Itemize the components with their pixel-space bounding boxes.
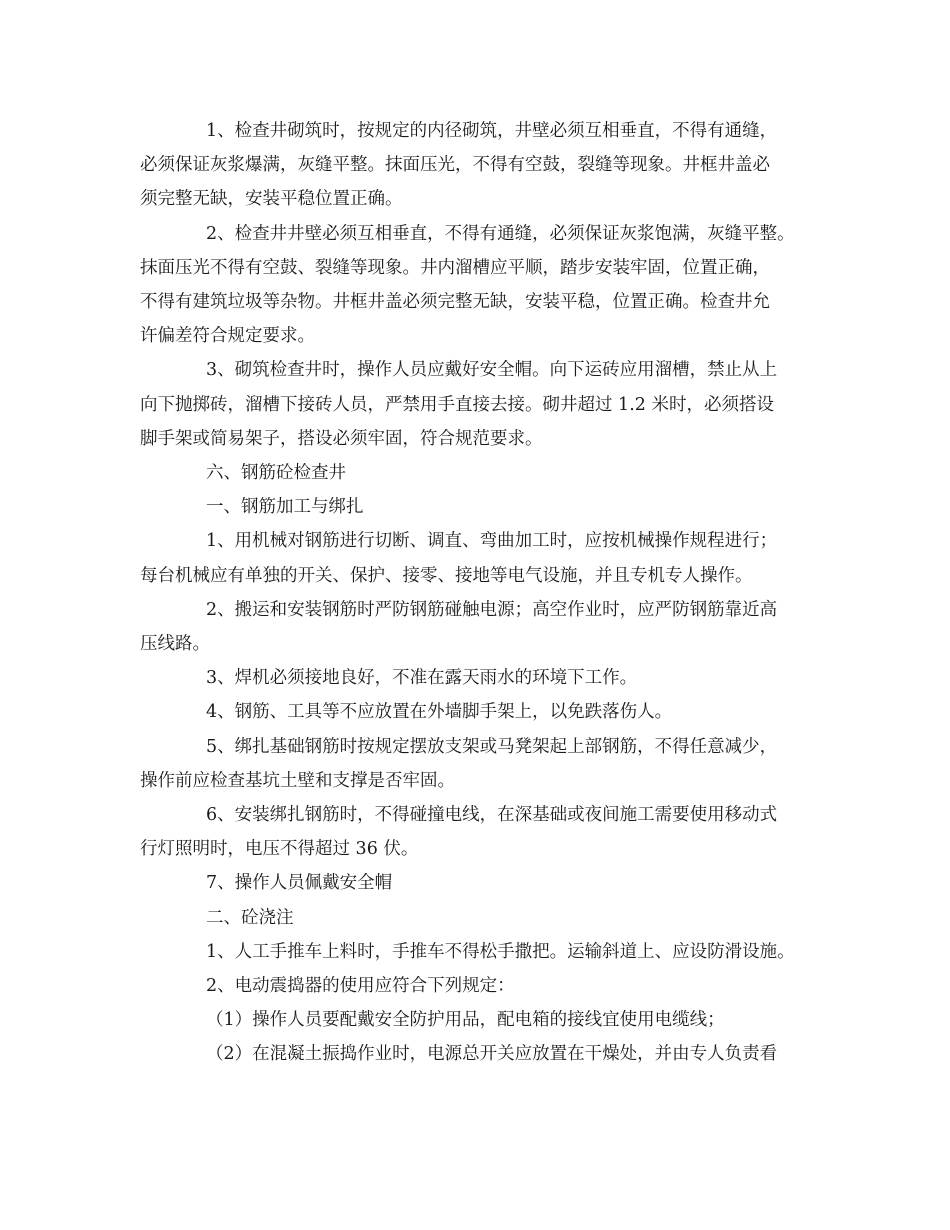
subsection-heading: 二、砼浇注 <box>206 907 294 928</box>
paragraph-line: 1、用机械对钢筋进行切断、调直、弯曲加工时，应按机械操作规程进行； <box>206 531 778 552</box>
paragraph-line: 4、钢筋、工具等不应放置在外墙脚手架上，以免跌落伤人。 <box>206 702 673 723</box>
list-item: （1）操作人员要配戴安全防护用品，配电箱的接线宜使用电缆线； <box>206 1010 725 1031</box>
list-item: （2）在混凝土振捣作业时，电源总开关应放置在干燥处，并由专人负责看 <box>206 1044 778 1065</box>
paragraph-line: 操作前应检查基坑土壁和支撑是否牢固。 <box>140 770 455 791</box>
paragraph-line: 脚手架或简易架子，搭设必须牢固，符合规范要求。 <box>140 428 543 449</box>
section-heading: 六、钢筋砼检查井 <box>206 463 346 484</box>
paragraph-line: 3、砌筑检查井时，操作人员应戴好安全帽。向下运砖应用溜槽，禁止从上 <box>206 360 778 381</box>
paragraph-line: 5、绑扎基础钢筋时按规定摆放支架或马凳架起上部钢筋，不得任意减少， <box>206 736 778 757</box>
paragraph-line: 7、操作人员佩戴安全帽 <box>206 873 393 894</box>
paragraph-line: 6、安装绑扎钢筋时，不得碰撞电线，在深基础或夜间施工需要使用移动式 <box>206 805 778 826</box>
paragraph-line: 2、检查井井壁必须互相垂直，不得有通缝，必须保证灰浆饱满，灰缝平整。 <box>206 223 795 244</box>
paragraph-line: 抹面压光不得有空鼓、裂缝等现象。井内溜槽应平顺，踏步安装牢固，位置正确， <box>140 257 770 278</box>
paragraph-line: 1、人工手推车上料时，手推车不得松手撒把。运输斜道上、应设防滑设施。 <box>206 941 795 962</box>
document-body <box>140 114 820 1072</box>
paragraph-line: 每台机械应有单独的开关、保护、接零、接地等电气设施，并且专机专人操作。 <box>140 565 753 586</box>
paragraph-line: 2、搬运和安装钢筋时严防钢筋碰触电源；高空作业时，应严防钢筋靠近高 <box>206 599 778 620</box>
paragraph-line: 压线路。 <box>140 634 210 655</box>
paragraph-line: 3、焊机必须接地良好，不准在露天雨水的环境下工作。 <box>206 668 638 689</box>
paragraph-line: 2、电动震捣器的使用应符合下列规定： <box>206 976 515 997</box>
paragraph-line: 1、检查井砌筑时，按规定的内径砌筑，井壁必须互相垂直，不得有通缝， <box>206 121 778 141</box>
paragraph-line: 许偏差符合规定要求。 <box>140 326 315 347</box>
paragraph-line: 须完整无缺，安装平稳位置正确。 <box>140 189 403 210</box>
subsection-heading: 一、钢筋加工与绑扎 <box>206 497 364 518</box>
paragraph-line: 行灯照明时，电压不得超过 36 伏。 <box>140 839 419 860</box>
paragraph-line: 不得有建筑垃圾等杂物。井框井盖必须完整无缺，安装平稳，位置正确。检查井允 <box>140 292 770 313</box>
paragraph-line: 必须保证灰浆爆满，灰缝平整。抹面压光，不得有空鼓，裂缝等现象。井框井盖必 <box>140 155 770 176</box>
paragraph-line: 向下抛掷砖，溜槽下接砖人员，严禁用手直接去接。砌井超过 1.2 米时，必须搭设 <box>140 394 774 415</box>
